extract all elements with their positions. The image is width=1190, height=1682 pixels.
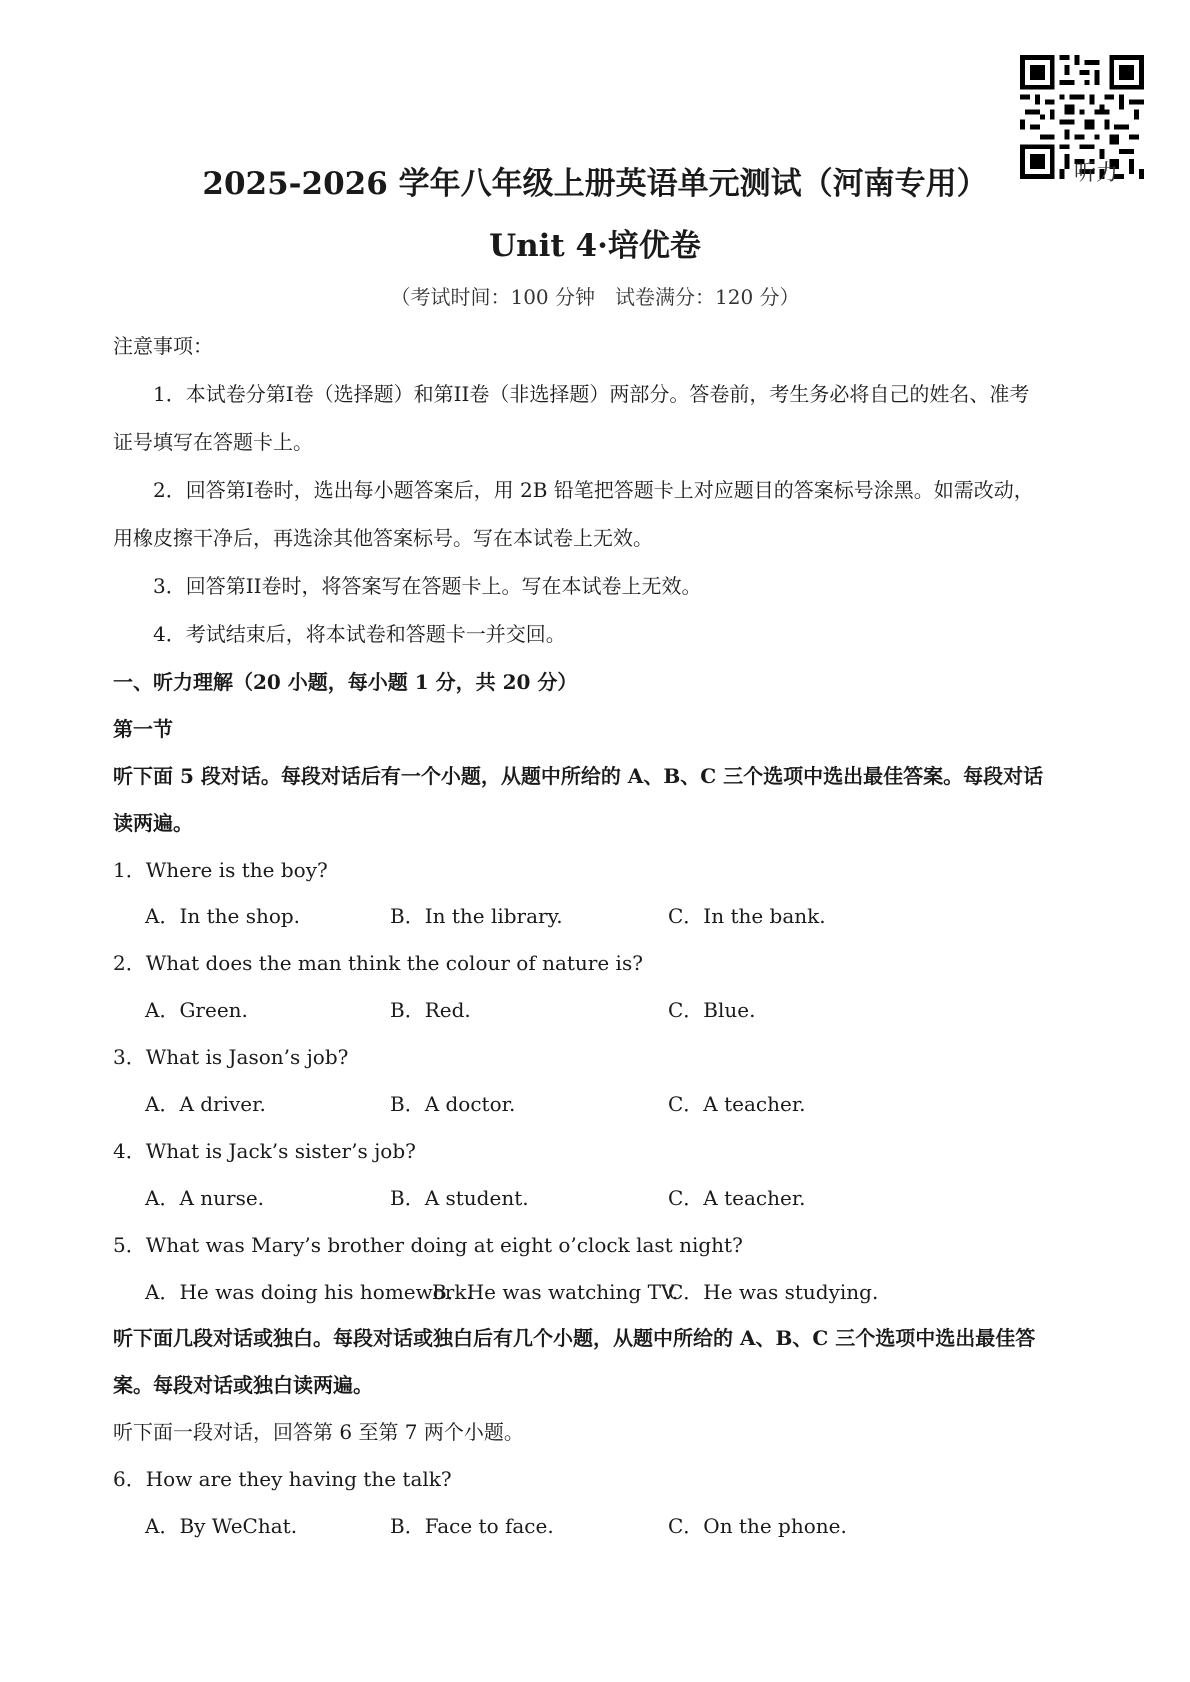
- notice-item-1-line-2: 证号填写在答题卡上。: [113, 430, 313, 454]
- notice-item-3: 3．回答第II卷时，将答案写在答题卡上。写在本试卷上无效。: [153, 574, 702, 598]
- question-stem: 3．What is Jason’s job?: [113, 1045, 349, 1069]
- question-stem: 2．What does the man think the colour of nature is?: [113, 951, 643, 975]
- instruction-2-line-1: 听下面几段对话或独白。每段对话或独白后有几个小题，从题中所给的 A、B、C 三个选项中选出最佳答: [113, 1326, 1036, 1350]
- question-stem: 6．How are they having the talk?: [113, 1467, 452, 1491]
- qr-label: 听力: [1074, 161, 1119, 186]
- instruction-1-line-1: 听下面 5 段对话。每段对话后有一个小题，从题中所给的 A、B、C 三个选项中选出最佳答案。每段对话: [113, 764, 1044, 788]
- exam-meta: （考试时间：100 分钟 试卷满分：120 分）: [390, 285, 800, 309]
- instruction-1-line-2: 读两遍。: [113, 811, 193, 835]
- option-b: B．Red.: [390, 998, 471, 1022]
- question-stem: 1．Where is the boy?: [113, 858, 328, 882]
- notice-item-1-line-1: 1．本试卷分第I卷（选择题）和第II卷（非选择题）两部分。答卷前，考生务必将自己的姓名、准考: [153, 382, 1030, 406]
- option-c: C．A teacher.: [668, 1186, 806, 1210]
- notice-heading: 注意事项：: [113, 334, 213, 358]
- option-c: C．On the phone.: [668, 1514, 847, 1538]
- notice-item-4: 4．考试结束后，将本试卷和答题卡一并交回。: [153, 622, 566, 646]
- section-heading: 一、听力理解（20 小题，每小题 1 分，共 20 分）: [113, 670, 578, 694]
- option-a: A．A driver.: [145, 1092, 266, 1116]
- option-b: B．A doctor.: [390, 1092, 516, 1116]
- option-a: A．By WeChat.: [145, 1514, 298, 1538]
- question-stem: 4．What is Jack’s sister’s job?: [113, 1139, 416, 1163]
- option-c: C．Blue.: [668, 998, 756, 1022]
- option-a: A．He was doing his homework.: [145, 1280, 473, 1304]
- question-stem: 5．What was Mary’s brother doing at eight o’clock last night?: [113, 1233, 743, 1257]
- option-b: B．A student.: [390, 1186, 529, 1210]
- notice-item-2-line-1: 2．回答第I卷时，选出每小题答案后，用 2B 铅笔把答题卡上对应题目的答案标号涂黑。如需改动，: [153, 478, 1034, 502]
- option-b: B．Face to face.: [390, 1514, 554, 1538]
- option-c: C．He was studying.: [668, 1280, 879, 1304]
- option-a: A．In the shop.: [145, 904, 301, 928]
- exam-subtitle: Unit 4·培优卷: [489, 228, 701, 264]
- part-heading: 第一节: [113, 717, 173, 741]
- notice-item-2-line-2: 用橡皮擦干净后，再选涂其他答案标号。写在本试卷上无效。: [113, 526, 653, 550]
- instruction-3: 听下面一段对话，回答第 6 至第 7 两个小题。: [113, 1420, 524, 1444]
- instruction-2-line-2: 案。每段对话或独白读两遍。: [113, 1373, 373, 1397]
- exam-title: 2025-2026 学年八年级上册英语单元测试（河南专用）: [202, 166, 988, 202]
- option-a: A．Green.: [145, 998, 248, 1022]
- option-c: C．In the bank.: [668, 904, 826, 928]
- option-c: C．A teacher.: [668, 1092, 806, 1116]
- option-b: B．In the library.: [390, 904, 563, 928]
- option-a: A．A nurse.: [145, 1186, 265, 1210]
- option-b: B．He was watching TV.: [432, 1280, 679, 1304]
